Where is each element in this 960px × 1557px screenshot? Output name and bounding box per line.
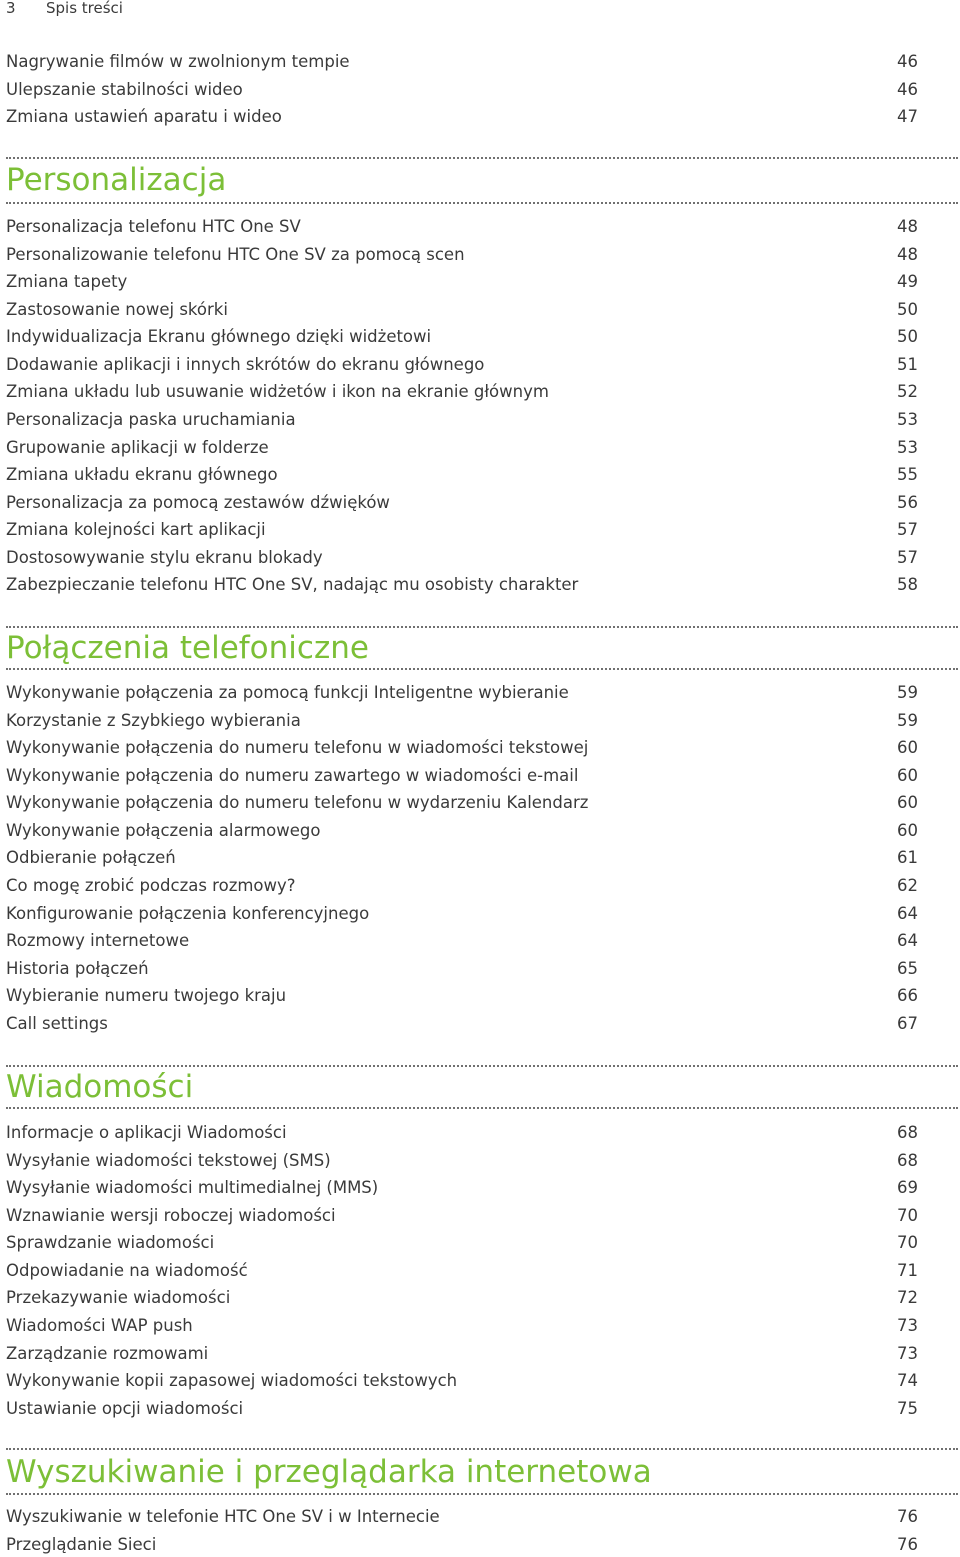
toc-entry[interactable] [6,709,918,733]
toc-entry[interactable] [6,874,918,898]
toc-entry[interactable] [6,50,918,74]
toc-entry-page-number[interactable]: 68 [897,1123,918,1142]
toc-entry[interactable] [6,518,918,542]
toc-entry-title[interactable]: Personalizacja paska uruchamiania [6,410,296,429]
toc-entry[interactable] [6,78,918,102]
toc-entry-page-number[interactable]: 74 [897,1371,918,1390]
toc-entry-title[interactable]: Informacje o aplikacji Wiadomości [6,1123,287,1142]
toc-entry-page-number[interactable]: 73 [897,1344,918,1363]
toc-entry-title[interactable]: Konfigurowanie połączenia konferencyjnego [6,904,370,923]
toc-entry-title[interactable]: Zmiana kolejności kart aplikacji [6,520,266,539]
toc-entry-page-number[interactable]: 47 [897,107,918,126]
toc-entry[interactable] [6,736,918,760]
toc-entry[interactable] [6,929,918,953]
toc-entry[interactable] [6,1505,918,1529]
toc-entry-title[interactable]: Zastosowanie nowej skórki [6,300,228,319]
toc-entry-title[interactable]: Wyszukiwanie w telefonie HTC One SV i w Internecie [6,1507,440,1526]
toc-entry-title[interactable]: Wznawianie wersji roboczej wiadomości [6,1206,336,1225]
toc-entry[interactable] [6,1121,918,1145]
toc-entry-title[interactable]: Wykonywanie połączenia do numeru telefonu w wiadomości tekstowej [6,738,589,757]
dotted-divider [6,202,958,204]
toc-entry-page-number[interactable]: 48 [897,245,918,264]
section-heading[interactable]: Personalizacja [6,162,227,198]
toc-entry[interactable] [6,573,918,597]
toc-entry-title[interactable]: Przeglądanie Sieci [6,1535,157,1554]
dotted-divider [6,157,958,159]
toc-entry-page-number[interactable]: 70 [897,1206,918,1225]
page-header [6,0,123,18]
toc-entry-page-number[interactable]: 64 [897,904,918,923]
toc-entry-title[interactable]: Odpowiadanie na wiadomość [6,1261,248,1280]
toc-entry-title[interactable]: Zarządzanie rozmowami [6,1344,209,1363]
toc-entry[interactable] [6,1369,918,1393]
toc-entry-title[interactable]: Wysyłanie wiadomości tekstowej (SMS) [6,1151,331,1170]
toc-entry[interactable] [6,1012,918,1036]
toc-entry[interactable] [6,1286,918,1310]
toc-entry-title[interactable]: Personalizowanie telefonu HTC One SV za pomocą scen [6,245,465,264]
toc-entry[interactable] [6,325,918,349]
toc-entry-page-number[interactable]: 76 [897,1507,918,1526]
dotted-divider [6,1448,958,1450]
toc-entry-title[interactable]: Wykonywanie połączenia za pomocą funkcji Inteligentne wybieranie [6,683,569,702]
toc-entry-page-number[interactable]: 50 [897,327,918,346]
toc-entry[interactable] [6,902,918,926]
toc-entry[interactable] [6,791,918,815]
toc-entry-page-number[interactable]: 59 [897,683,918,702]
toc-entry[interactable] [6,819,918,843]
toc-entry-title[interactable]: Dostosowywanie stylu ekranu blokady [6,548,323,567]
section-heading[interactable]: Połączenia telefoniczne [6,630,369,666]
toc-entry-page-number[interactable]: 67 [897,1014,918,1033]
toc-entry-title[interactable]: Rozmowy internetowe [6,931,190,950]
toc-entry[interactable] [6,491,918,515]
section-heading[interactable]: Wiadomości [6,1069,194,1105]
toc-entry[interactable] [6,764,918,788]
toc-entry-page-number[interactable]: 62 [897,876,918,895]
toc-entry-page-number[interactable]: 56 [897,493,918,512]
toc-entry-page-number[interactable]: 60 [897,766,918,785]
toc-entry[interactable] [6,1231,918,1255]
toc-entry[interactable] [6,243,918,267]
toc-entry[interactable] [6,270,918,294]
toc-entry-title[interactable]: Wiadomości WAP push [6,1316,193,1335]
toc-entry-page-number[interactable]: 69 [897,1178,918,1197]
toc-entry-page-number[interactable]: 60 [897,793,918,812]
toc-entry[interactable] [6,984,918,1008]
toc-entry-title[interactable]: Indywidualizacja Ekranu głównego dzięki widżetowi [6,327,432,346]
toc-entry[interactable] [6,298,918,322]
toc-entry-title[interactable]: Co mogę zrobić podczas rozmowy? [6,876,296,895]
toc-entry-page-number[interactable]: 59 [897,711,918,730]
toc-entry-title[interactable]: Wykonywanie połączenia do numeru zawartego w wiadomości e-mail [6,766,579,785]
toc-entry-title[interactable]: Dodawanie aplikacji i innych skrótów do ekranu głównego [6,355,485,374]
toc-entry-title[interactable]: Ustawianie opcji wiadomości [6,1399,244,1418]
toc-entry[interactable] [6,436,918,460]
toc-entry-title[interactable]: Personalizacja za pomocą zestawów dźwięków [6,493,390,512]
toc-entry-title[interactable]: Personalizacja telefonu HTC One SV [6,217,301,236]
toc-entry-page-number[interactable]: 51 [897,355,918,374]
toc-entry-page-number[interactable]: 70 [897,1233,918,1252]
toc-entry-title[interactable]: Wykonywanie połączenia do numeru telefonu w wydarzeniu Kalendarz [6,793,589,812]
toc-entry-title[interactable]: Zmiana ustawień aparatu i wideo [6,107,282,126]
toc-entry[interactable] [6,681,918,705]
toc-entry[interactable] [6,846,918,870]
toc-entry[interactable] [6,1314,918,1338]
toc-entry-page-number[interactable]: 75 [897,1399,918,1418]
toc-entry-title[interactable]: Ulepszanie stabilności wideo [6,80,243,99]
toc-entry-page-number[interactable]: 68 [897,1151,918,1170]
toc-entry[interactable] [6,380,918,404]
toc-entry-page-number[interactable]: 57 [897,548,918,567]
toc-entry-page-number[interactable]: 65 [897,959,918,978]
toc-entry[interactable] [6,1533,918,1557]
toc-entry-title[interactable]: Grupowanie aplikacji w folderze [6,438,269,457]
toc-entry-page-number[interactable]: 71 [897,1261,918,1280]
toc-entry-page-number[interactable]: 72 [897,1288,918,1307]
toc-entry-title[interactable]: Call settings [6,1014,108,1033]
toc-entry-title[interactable]: Korzystanie z Szybkiego wybierania [6,711,301,730]
toc-entry-page-number[interactable]: 58 [897,575,918,594]
toc-entry-page-number[interactable]: 60 [897,821,918,840]
toc-entry-page-number[interactable]: 50 [897,300,918,319]
toc-entry[interactable] [6,215,918,239]
toc-entry-page-number[interactable]: 46 [897,52,918,71]
toc-entry-title[interactable]: Zmiana układu ekranu głównego [6,465,278,484]
toc-entry-title[interactable]: Wysyłanie wiadomości multimedialnej (MMS) [6,1178,379,1197]
dotted-divider [6,1107,958,1109]
toc-entry-title[interactable]: Wybieranie numeru twojego kraju [6,986,287,1005]
toc-entry-page-number[interactable]: 61 [897,848,918,867]
toc-entry-title[interactable]: Zabezpieczanie telefonu HTC One SV, nadając mu osobisty charakter [6,575,579,594]
toc-entry-page-number[interactable]: 55 [897,465,918,484]
toc-entry-title[interactable]: Wykonywanie kopii zapasowej wiadomości tekstowych [6,1371,458,1390]
header-title: Spis treści [46,0,123,17]
toc-entry-title[interactable]: Zmiana tapety [6,272,128,291]
toc-entry-page-number[interactable]: 73 [897,1316,918,1335]
toc-entry[interactable] [6,546,918,570]
toc-entry-title[interactable]: Zmiana układu lub usuwanie widżetów i ikon na ekranie głównym [6,382,549,401]
toc-entry-page-number[interactable]: 66 [897,986,918,1005]
toc-entry-title[interactable]: Sprawdzanie wiadomości [6,1233,215,1252]
toc-entry-title[interactable]: Wykonywanie połączenia alarmowego [6,821,321,840]
toc-entry-page-number[interactable]: 76 [897,1535,918,1554]
toc-entry-title[interactable]: Odbieranie połączeń [6,848,176,867]
toc-entry-title[interactable]: Nagrywanie filmów w zwolnionym tempie [6,52,350,71]
toc-entry[interactable] [6,1397,918,1421]
header-page-number: 3 [6,0,16,17]
toc-entry-title[interactable]: Historia połączeń [6,959,149,978]
toc-entry[interactable] [6,1342,918,1366]
toc-entry[interactable] [6,1259,918,1283]
toc-entry-title[interactable]: Przekazywanie wiadomości [6,1288,231,1307]
dotted-divider [6,1493,958,1495]
toc-entry[interactable] [6,463,918,487]
toc-entry[interactable] [6,1149,918,1173]
section-heading[interactable]: Wyszukiwanie i przeglądarka internetowa [6,1454,652,1490]
toc-entry-page-number[interactable]: 53 [897,410,918,429]
toc-entry[interactable] [6,1176,918,1200]
toc-entry-page-number[interactable]: 53 [897,438,918,457]
toc-entry[interactable] [6,957,918,981]
toc-entry[interactable] [6,105,918,129]
toc-entry-page-number[interactable]: 49 [897,272,918,291]
toc-entry-page-number[interactable]: 60 [897,738,918,757]
toc-entry-page-number[interactable]: 48 [897,217,918,236]
toc-entry[interactable] [6,408,918,432]
dotted-divider [6,668,958,670]
toc-entry[interactable] [6,1204,918,1228]
toc-entry-page-number[interactable]: 64 [897,931,918,950]
toc-entry-page-number[interactable]: 52 [897,382,918,401]
toc-entry-page-number[interactable]: 57 [897,520,918,539]
toc-entry[interactable] [6,353,918,377]
toc-entry-page-number[interactable]: 46 [897,80,918,99]
